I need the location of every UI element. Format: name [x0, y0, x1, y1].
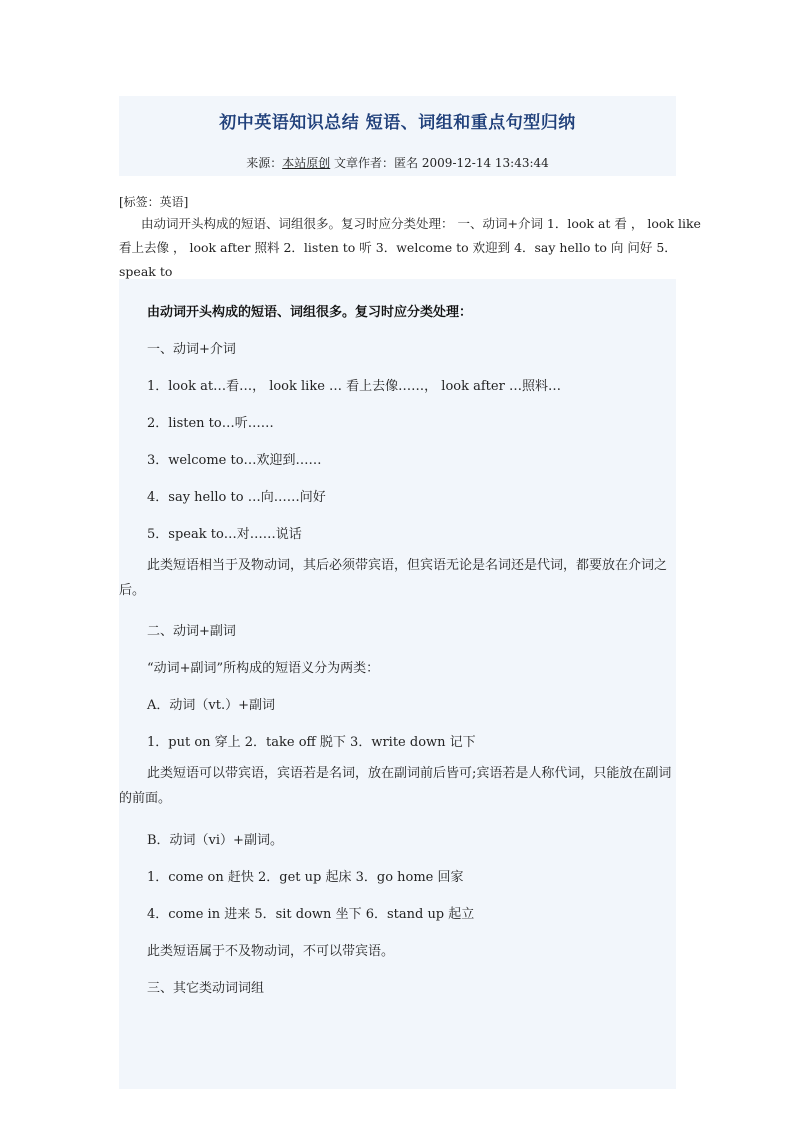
article-meta [119, 154, 676, 171]
section1-item-4: 4．say hello to …向……问好 [147, 490, 326, 505]
author-label: 文章作者： [334, 156, 395, 170]
section2-b-title: B．动词（vi）+副词。 [147, 833, 283, 848]
article-content [119, 279, 676, 1089]
section2-b-items-2: 4．come in 进来 5．sit down 坐下 6．stand up 起立 [147, 907, 475, 922]
tag-line: [标签：英语] [119, 195, 189, 209]
section2-title: 二、动词+副词 [147, 624, 236, 639]
section1-item-2: 2．listen to…听…… [147, 416, 274, 431]
article-page [119, 96, 701, 996]
section2-a-items: 1．put on 穿上 2．take off 脱下 3．write down 记下 [147, 735, 476, 750]
section2-a-note: 此类短语可以带宾语，宾语若是名词，放在副词前后皆可;宾语若是人称代词，只能放在副词的前面。 [119, 766, 672, 806]
article-summary: 由动词开头构成的短语、词组很多。复习时应分类处理： 一、动词+介词 1．look at 看 ， look like 看上去像 ， look after 照料 2．listen to 听 3．welcome to 欢迎到 4．say hello to 向 问好 5．speak to [119, 216, 701, 279]
section3-title: 三、其它类动词词组 [147, 981, 265, 996]
section2-intro: “动词+副词”所构成的短语义分为两类： [147, 661, 380, 676]
source-link[interactable]: 本站原创 [282, 156, 331, 170]
article-title: 初中英语知识总结 短语、词组和重点句型归纳 [219, 113, 576, 133]
publish-datetime: 2009-12-14 13:43:44 [421, 156, 549, 170]
section1-note: 此类短语相当于及物动词，其后必须带宾语，但宾语无论是名词还是代词，都要放在介词之后。 [119, 558, 668, 598]
author-name: 匿名 [394, 156, 419, 170]
article-header [119, 96, 676, 176]
section1-item-1: 1．look at…看…， look like … 看上去像……， look after …照料… [147, 379, 561, 394]
section1-item-5: 5．speak to…对……说话 [147, 527, 302, 542]
content-heading: 由动词开头构成的短语、词组很多。复习时应分类处理： [147, 305, 473, 320]
section1-item-3: 3．welcome to…欢迎到…… [147, 453, 322, 468]
section1-title: 一、动词+介词 [147, 342, 236, 357]
section2-b-note: 此类短语属于不及物动词，不可以带宾语。 [147, 944, 395, 959]
source-label: 来源： [246, 156, 283, 170]
section2-a-title: A．动词（vt.）+副词 [147, 698, 275, 713]
section2-b-items-1: 1．come on 赶快 2．get up 起床 3．go home 回家 [147, 870, 464, 885]
